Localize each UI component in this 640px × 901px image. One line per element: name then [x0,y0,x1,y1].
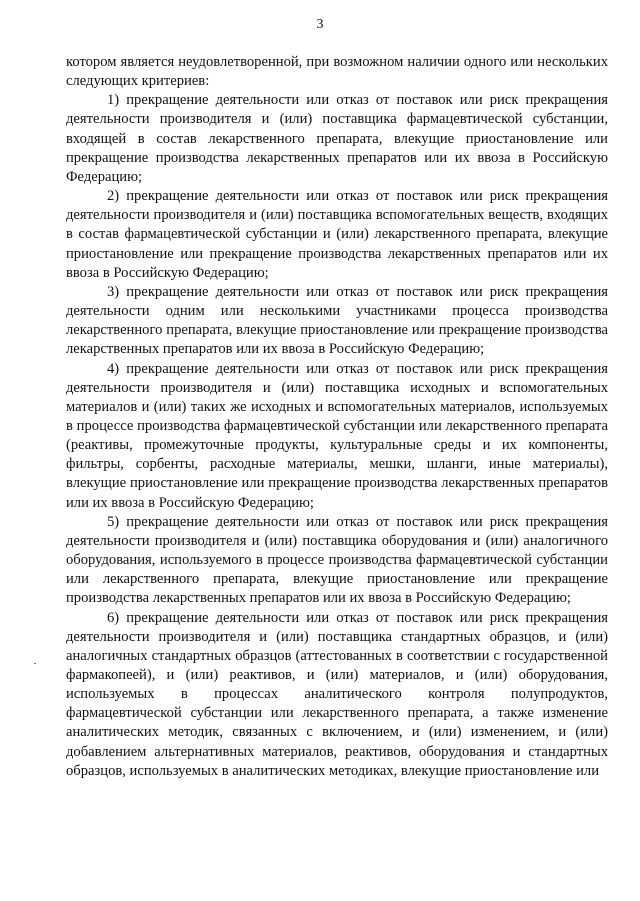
paragraph-intro: котором является неудовлетворенной, при возможном наличии одного или нескольких следующих критериев: [66,54,608,90]
scan-mark [34,663,36,664]
criterion-6: 6) прекращение деятельности или отказ от поставок или риск прекращения деятельности производителя и (или) поставщика стандартных образцов, и (или) аналогичных стандартных образцов (аттестованных в соответствии с государственной фармакопеей), и (или) реактивов, и (или) материалов, и (или) оборудования, используемых в процессах аналитического контроля полупродуктов, фармацевтической субстанции или лекарственного препарата, а также изменение аналитических методик, связанных с включением, и (или) изменением, и (или) добавлением альтернативных материалов, реактивов, оборудования и стандартных образцов, используемых в аналитических методиках, влекущие приостановление или [66,609,608,779]
criterion-4: 4) прекращение деятельности или отказ от поставок или риск прекращения деятельности производителя и (или) поставщика исходных и вспомогательных материалов и (или) таких же исходных и вспомогательных материалов, используемых в процессе производства фармацевтической субстанции или лекарственного препарата (реактивы, промежуточные продукты, культуральные среды и их компоненты, фильтры, сорбенты, расходные материалы, мешки, шланги, иные материалы), влекущие приостановление или прекращение производства лекарственных препаратов или их ввоза в Российскую Федерацию; [66,360,608,511]
criterion-5: 5) прекращение деятельности или отказ от поставок или риск прекращения деятельности производителя и (или) поставщика оборудования и (или) аналогичного оборудования, используемого в процессе производства фармацевтической субстанции или лекарственного препарата, влекущие приостановление или прекращение производства лекарственных препаратов или их ввоза в Российскую Федерацию; [66,513,608,607]
page-number: 3 [316,17,324,32]
criterion-1: 1) прекращение деятельности или отказ от поставок или риск прекращения деятельности производителя и (или) поставщика фармацевтической субстанции, входящей в состав лекарственного препарата, влекущие приостановление или прекращение производства лекарственных препаратов или их ввоза в Российскую Федерацию; [66,92,608,185]
criterion-2: 2) прекращение деятельности или отказ от поставок или риск прекращения деятельности производителя и (или) поставщика вспомогательных веществ, входящих в состав фармацевтической субстанции и (или) лекарственного препарата, влекущие приостановление или прекращение производства лекарственных препаратов или их ввоза в Российскую Федерацию; [66,188,608,281]
document-body [66,53,608,781]
criterion-3: 3) прекращение деятельности или отказ от поставок или риск прекращения деятельности одним или несколькими участниками процесса производства лекарственного препарата, влекущие приостановление или прекращение производства лекарственных препаратов или их ввоза в Российскую Федерацию; [66,283,608,358]
